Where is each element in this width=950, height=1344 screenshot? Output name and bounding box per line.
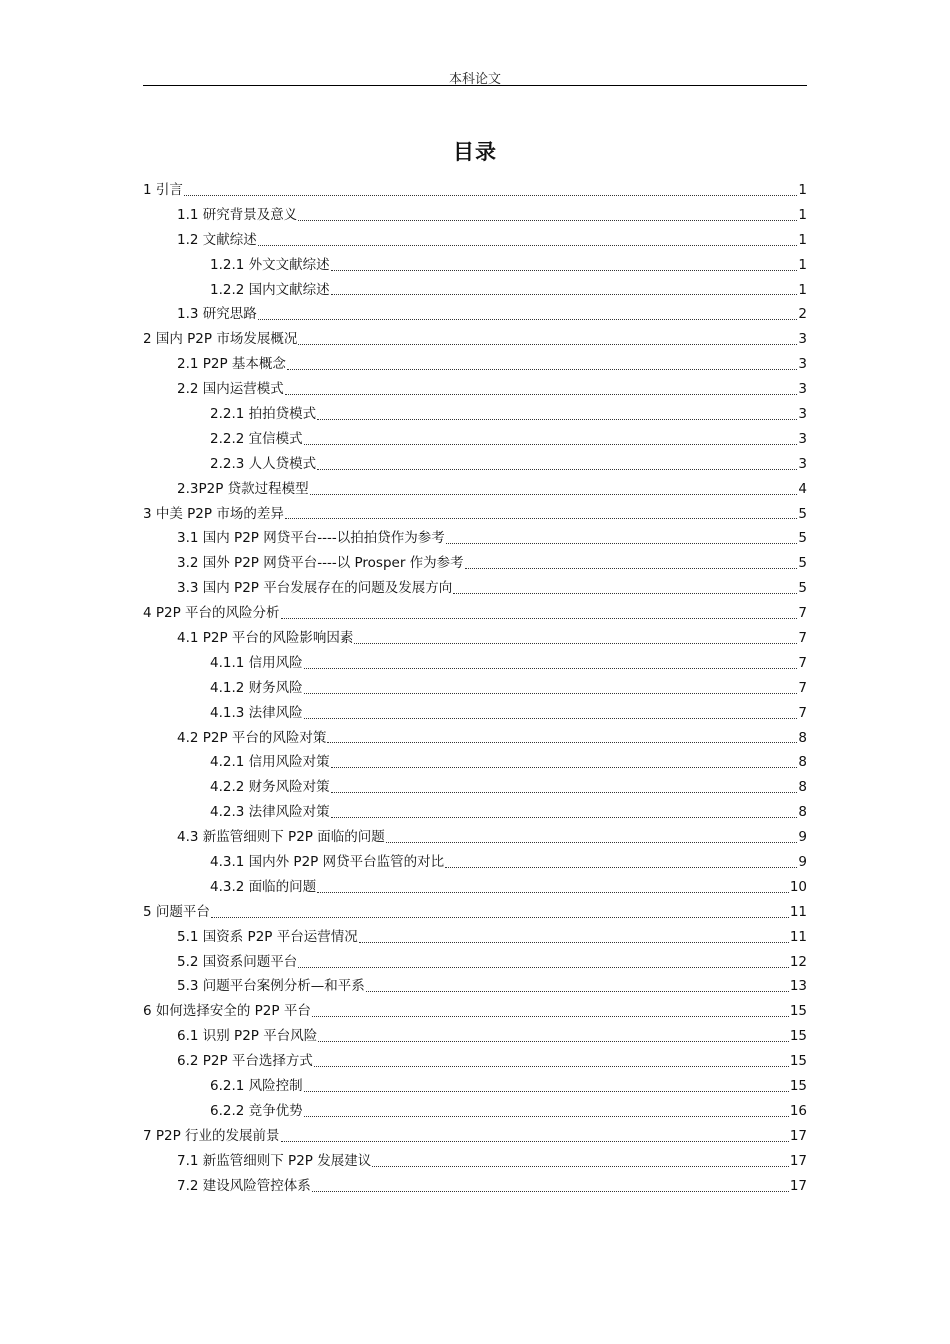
dot-leader <box>372 1166 789 1167</box>
table-of-contents <box>143 178 807 1199</box>
toc-entry-title: 2.1 P2P 基本概念 <box>177 356 286 373</box>
toc-entry-page-number: 7 <box>798 654 807 671</box>
toc-entry[interactable] <box>143 1099 807 1124</box>
dot-leader <box>285 518 798 519</box>
toc-entry-title: 1.1 研究背景及意义 <box>177 206 298 223</box>
toc-entry-title: 5.3 问题平台案例分析—和平系 <box>177 978 365 995</box>
dot-leader <box>298 220 797 221</box>
dot-leader <box>304 1116 789 1117</box>
toc-entry[interactable] <box>143 203 807 228</box>
toc-entry-page-number: 8 <box>798 804 807 821</box>
toc-entry-page-number: 1 <box>798 206 807 223</box>
toc-entry-page-number: 15 <box>789 1053 807 1070</box>
toc-entry-page-number: 7 <box>798 605 807 622</box>
toc-entry[interactable] <box>143 1174 807 1199</box>
toc-entry[interactable] <box>143 427 807 452</box>
toc-entry[interactable] <box>143 925 807 950</box>
toc-entry-title: 3.2 国外 P2P 网贷平台----以 Prosper 作为参考 <box>177 555 464 572</box>
toc-entry-title: 4.1.3 法律风险 <box>210 704 303 721</box>
toc-entry-page-number: 9 <box>798 854 807 871</box>
dot-leader <box>285 394 798 395</box>
toc-entry-page-number: 1 <box>798 256 807 273</box>
toc-entry[interactable] <box>143 601 807 626</box>
dot-leader <box>304 668 798 669</box>
toc-entry[interactable] <box>143 377 807 402</box>
dot-leader <box>298 344 797 345</box>
toc-entry[interactable] <box>143 975 807 1000</box>
toc-entry-title: 2 国内 P2P 市场发展概况 <box>143 331 298 348</box>
dot-leader <box>312 1016 789 1017</box>
toc-entry[interactable] <box>143 551 807 576</box>
toc-entry-title: 3 中美 P2P 市场的差异 <box>143 505 284 522</box>
toc-entry-title: 7.2 建设风险管控体系 <box>177 1177 311 1194</box>
toc-entry[interactable] <box>143 253 807 278</box>
toc-entry-page-number: 12 <box>789 953 807 970</box>
dot-leader <box>317 892 789 893</box>
toc-entry-title: 2.3P2P 贷款过程模型 <box>177 480 309 497</box>
toc-entry-title: 1.2.2 国内文献综述 <box>210 281 330 298</box>
toc-entry-page-number: 3 <box>798 356 807 373</box>
dot-leader <box>318 1041 789 1042</box>
dot-leader <box>314 1066 789 1067</box>
toc-entry-title: 5 问题平台 <box>143 903 210 920</box>
toc-entry-page-number: 15 <box>789 1003 807 1020</box>
toc-entry-title: 1 引言 <box>143 181 183 198</box>
dot-leader <box>327 742 797 743</box>
toc-entry[interactable] <box>143 800 807 825</box>
dot-leader <box>354 643 797 644</box>
toc-entry-page-number: 3 <box>798 381 807 398</box>
dot-leader <box>453 593 797 594</box>
toc-entry-title: 6.2 P2P 平台选择方式 <box>177 1053 313 1070</box>
toc-entry[interactable] <box>143 327 807 352</box>
toc-entry-title: 1.2.1 外文文献综述 <box>210 256 330 273</box>
toc-entry-page-number: 5 <box>798 530 807 547</box>
toc-entry-title: 7.1 新监管细则下 P2P 发展建议 <box>177 1152 372 1169</box>
toc-entry-page-number: 17 <box>789 1152 807 1169</box>
toc-entry[interactable] <box>143 825 807 850</box>
toc-entry[interactable] <box>143 576 807 601</box>
toc-entry-title: 2.2 国内运营模式 <box>177 381 284 398</box>
toc-entry[interactable] <box>143 352 807 377</box>
toc-entry[interactable] <box>143 278 807 303</box>
toc-title: 目录 <box>453 140 497 164</box>
toc-entry-page-number: 7 <box>798 679 807 696</box>
toc-entry-title: 4.2 P2P 平台的风险对策 <box>177 729 327 746</box>
toc-entry-title: 1.3 研究思路 <box>177 306 257 323</box>
dot-leader <box>331 294 798 295</box>
toc-entry[interactable] <box>143 999 807 1024</box>
dot-leader <box>331 817 798 818</box>
toc-entry-page-number: 11 <box>789 903 807 920</box>
toc-entry[interactable] <box>143 1049 807 1074</box>
toc-entry-title: 1.2 文献综述 <box>177 231 257 248</box>
toc-entry[interactable] <box>143 750 807 775</box>
toc-entry[interactable] <box>143 950 807 975</box>
toc-entry-page-number: 5 <box>798 555 807 572</box>
toc-entry-page-number: 1 <box>798 181 807 198</box>
dot-leader <box>359 942 789 943</box>
toc-entry-title: 4 P2P 平台的风险分析 <box>143 605 280 622</box>
toc-entry-title: 5.1 国资系 P2P 平台运营情况 <box>177 928 358 945</box>
dot-leader <box>304 693 798 694</box>
toc-entry-title: 3.1 国内 P2P 网贷平台----以拍拍贷作为参考 <box>177 530 445 547</box>
toc-entry[interactable] <box>143 228 807 253</box>
toc-entry-page-number: 3 <box>798 331 807 348</box>
toc-entry-title: 2.2.2 宜信模式 <box>210 430 303 447</box>
toc-entry-title: 4.1 P2P 平台的风险影响因素 <box>177 630 354 647</box>
toc-entry[interactable] <box>143 900 807 925</box>
dot-leader <box>281 618 798 619</box>
dot-leader <box>446 543 798 544</box>
toc-entry[interactable] <box>143 1024 807 1049</box>
dot-leader <box>386 842 798 843</box>
dot-leader <box>312 1191 789 1192</box>
toc-entry-title: 4.3.1 国内外 P2P 网贷平台监管的对比 <box>210 854 445 871</box>
toc-entry-page-number: 15 <box>789 1028 807 1045</box>
toc-entry-title: 6.1 识别 P2P 平台风险 <box>177 1028 318 1045</box>
toc-entry-page-number: 8 <box>798 729 807 746</box>
toc-entry[interactable] <box>143 626 807 651</box>
toc-entry-title: 4.2.2 财务风险对策 <box>210 779 330 796</box>
toc-entry[interactable] <box>143 651 807 676</box>
toc-entry[interactable] <box>143 875 807 900</box>
toc-entry[interactable] <box>143 1074 807 1099</box>
toc-entry-page-number: 16 <box>789 1102 807 1119</box>
toc-entry-page-number: 17 <box>789 1177 807 1194</box>
toc-entry-title: 4.2.1 信用风险对策 <box>210 754 330 771</box>
dot-leader <box>287 369 797 370</box>
dot-leader <box>304 718 798 719</box>
toc-entry-title: 4.2.3 法律风险对策 <box>210 804 330 821</box>
toc-entry-page-number: 5 <box>798 505 807 522</box>
toc-entry-title: 4.3.2 面临的问题 <box>210 878 317 895</box>
toc-entry[interactable] <box>143 402 807 427</box>
dot-leader <box>310 494 798 495</box>
toc-entry-page-number: 7 <box>798 630 807 647</box>
toc-entry-title: 4.1.1 信用风险 <box>210 654 303 671</box>
toc-entry-title: 7 P2P 行业的发展前景 <box>143 1127 280 1144</box>
dot-leader <box>366 991 789 992</box>
toc-entry-page-number: 9 <box>798 829 807 846</box>
toc-entry-page-number: 8 <box>798 779 807 796</box>
toc-entry-title: 5.2 国资系问题平台 <box>177 953 298 970</box>
toc-entry-page-number: 1 <box>798 231 807 248</box>
header-rule <box>143 85 807 86</box>
dot-leader <box>317 469 797 470</box>
toc-entry[interactable] <box>143 850 807 875</box>
running-header: 本科论文 <box>448 72 501 87</box>
toc-entry[interactable] <box>143 726 807 751</box>
dot-leader <box>445 867 797 868</box>
toc-entry-page-number: 11 <box>789 928 807 945</box>
dot-leader <box>258 319 798 320</box>
toc-entry-page-number: 15 <box>789 1078 807 1095</box>
toc-entry-page-number: 3 <box>798 430 807 447</box>
toc-entry-page-number: 2 <box>798 306 807 323</box>
toc-entry[interactable] <box>143 775 807 800</box>
dot-leader <box>298 967 789 968</box>
toc-entry-page-number: 5 <box>798 580 807 597</box>
dot-leader <box>331 270 798 271</box>
toc-entry-title: 2.2.3 人人贷模式 <box>210 455 317 472</box>
toc-entry-page-number: 4 <box>798 480 807 497</box>
toc-entry[interactable] <box>143 701 807 726</box>
toc-entry-page-number: 3 <box>798 455 807 472</box>
toc-entry-page-number: 17 <box>789 1127 807 1144</box>
dot-leader <box>465 568 798 569</box>
dot-leader <box>211 917 789 918</box>
dot-leader <box>184 195 798 196</box>
toc-entry-title: 3.3 国内 P2P 平台发展存在的问题及发展方向 <box>177 580 453 597</box>
dot-leader <box>304 1091 789 1092</box>
toc-entry-page-number: 8 <box>798 754 807 771</box>
toc-entry[interactable] <box>143 502 807 527</box>
toc-entry[interactable] <box>143 178 807 203</box>
toc-entry[interactable] <box>143 1149 807 1174</box>
toc-entry[interactable] <box>143 676 807 701</box>
toc-entry-title: 6 如何选择安全的 P2P 平台 <box>143 1003 311 1020</box>
dot-leader <box>331 767 798 768</box>
toc-entry[interactable] <box>143 526 807 551</box>
toc-entry-title: 6.2.2 竞争优势 <box>210 1102 303 1119</box>
toc-entry[interactable] <box>143 477 807 502</box>
toc-entry-page-number: 7 <box>798 704 807 721</box>
toc-entry-page-number: 13 <box>789 978 807 995</box>
toc-entry-page-number: 1 <box>798 281 807 298</box>
toc-entry-page-number: 10 <box>789 878 807 895</box>
toc-entry-title: 4.1.2 财务风险 <box>210 679 303 696</box>
toc-entry-title: 4.3 新监管细则下 P2P 面临的问题 <box>177 829 385 846</box>
dot-leader <box>331 792 798 793</box>
toc-entry-page-number: 3 <box>798 406 807 422</box>
dot-leader <box>258 245 798 246</box>
dot-leader <box>281 1141 789 1142</box>
toc-entry[interactable] <box>143 302 807 327</box>
toc-entry-title: 6.2.1 风险控制 <box>210 1078 303 1095</box>
toc-entry-title: 2.2.1 拍拍贷模式 <box>210 406 317 422</box>
dot-leader <box>317 419 797 420</box>
toc-entry[interactable] <box>143 452 807 477</box>
toc-entry[interactable] <box>143 1124 807 1149</box>
dot-leader <box>304 444 798 445</box>
